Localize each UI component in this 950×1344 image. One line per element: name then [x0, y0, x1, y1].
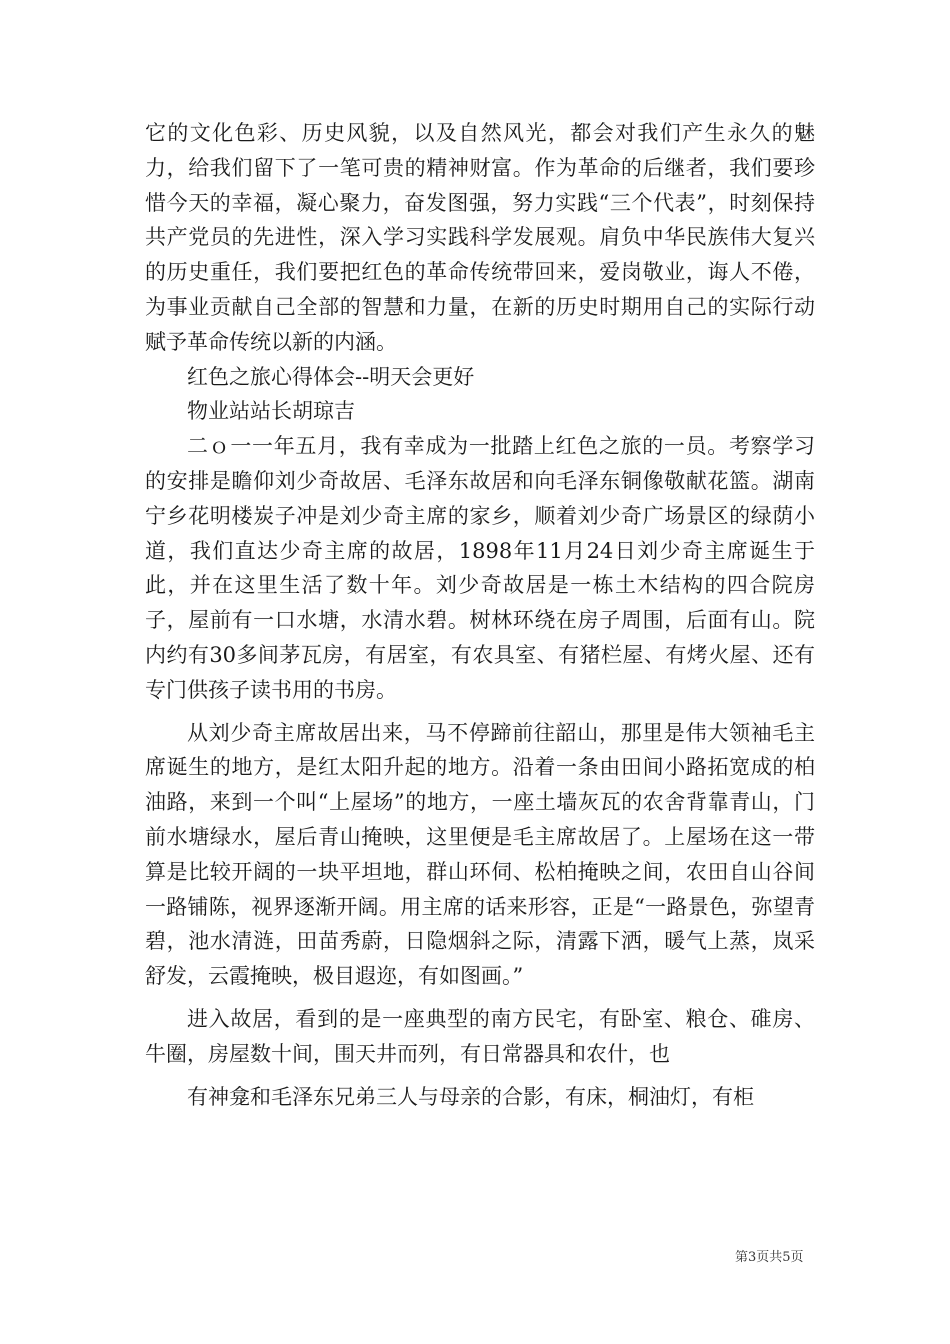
- paragraph-liu-shaoqi-residence: 二ｏ一一年五月，我有幸成为一批踏上红色之旅的一员。考察学习的安排是瞻仰刘少奇故居、毛泽东故居和向毛泽东铜像敬献花篮。湖南宁乡花明楼炭子冲是刘少奇主席的家乡，顺着刘少奇广场景区的绿荫小道，我们直达少奇主席的故居，1898年11月24日刘少奇主席诞生于此，并在这里生活了数十年。刘少奇故居是一栋土木结构的四合院房子，屋前有一口水塘，水清水碧。树林环绕在房子周围，后面有山。院内约有30多间茅瓦房，有居室，有农具室、有猪栏屋、有烤火屋、还有专门供孩子读书用的书房。: [145, 434, 815, 702]
- author-line: 物业站站长胡琼吉: [187, 399, 355, 424]
- paragraph-entering-residence: 进入故居，看到的是一座典型的南方民宅，有卧室、粮仓、碓房、牛圈，房屋数十间，围天井而列，有日常器具和农什，也: [145, 1006, 815, 1066]
- paragraph-shrine: 有神龛和毛泽东兄弟三人与母亲的合影，有床，桐油灯，有柜: [187, 1084, 754, 1109]
- document-body: [145, 116, 815, 1114]
- article-title: 红色之旅心得体会--明天会更好: [187, 364, 475, 389]
- paragraph-shaoshan: 从刘少奇主席故居出来，马不停蹄前往韶山，那里是伟大领袖毛主席诞生的地方，是红太阳升起的地方。沿着一条由田间小路拓宽成的柏油路，来到一个叫“上屋场”的地方，一座土墙灰瓦的农舍背靠青山，门前水塘绿水，屋后青山掩映，这里便是毛主席故居了。上屋场在这一带算是比较开阔的一块平坦地，群山环伺、松柏掩映之间，农田自山谷间一路铺陈，视界逐渐开阔。用主席的话来形容，正是“一路景色，弥望青碧，池水清涟，田苗秀蔚，日隐烟斜之际，清露下洒，暖气上蒸，岚采舒发，云霞掩映，极目遐迩，有如图画。”: [145, 720, 815, 989]
- paragraph-continuation: 它的文化色彩、历史风貌，以及自然风光，都会对我们产生永久的魅力，给我们留下了一笔可贵的精神财富。作为革命的后继者，我们要珍惜今天的幸福，凝心聚力，奋发图强，努力实践“三个代表”，时刻保持共产党员的先进性，深入学习实践科学发展观。肩负中华民族伟大复兴的历史重任，我们要把红色的革命传统带回来，爱岗敬业，诲人不倦，为事业贡献自己全部的智慧和力量，在新的历史时期用自己的实际行动赋予革命传统以新的内涵。: [145, 121, 815, 354]
- page-number-footer: 第3页共5页: [735, 1250, 804, 1265]
